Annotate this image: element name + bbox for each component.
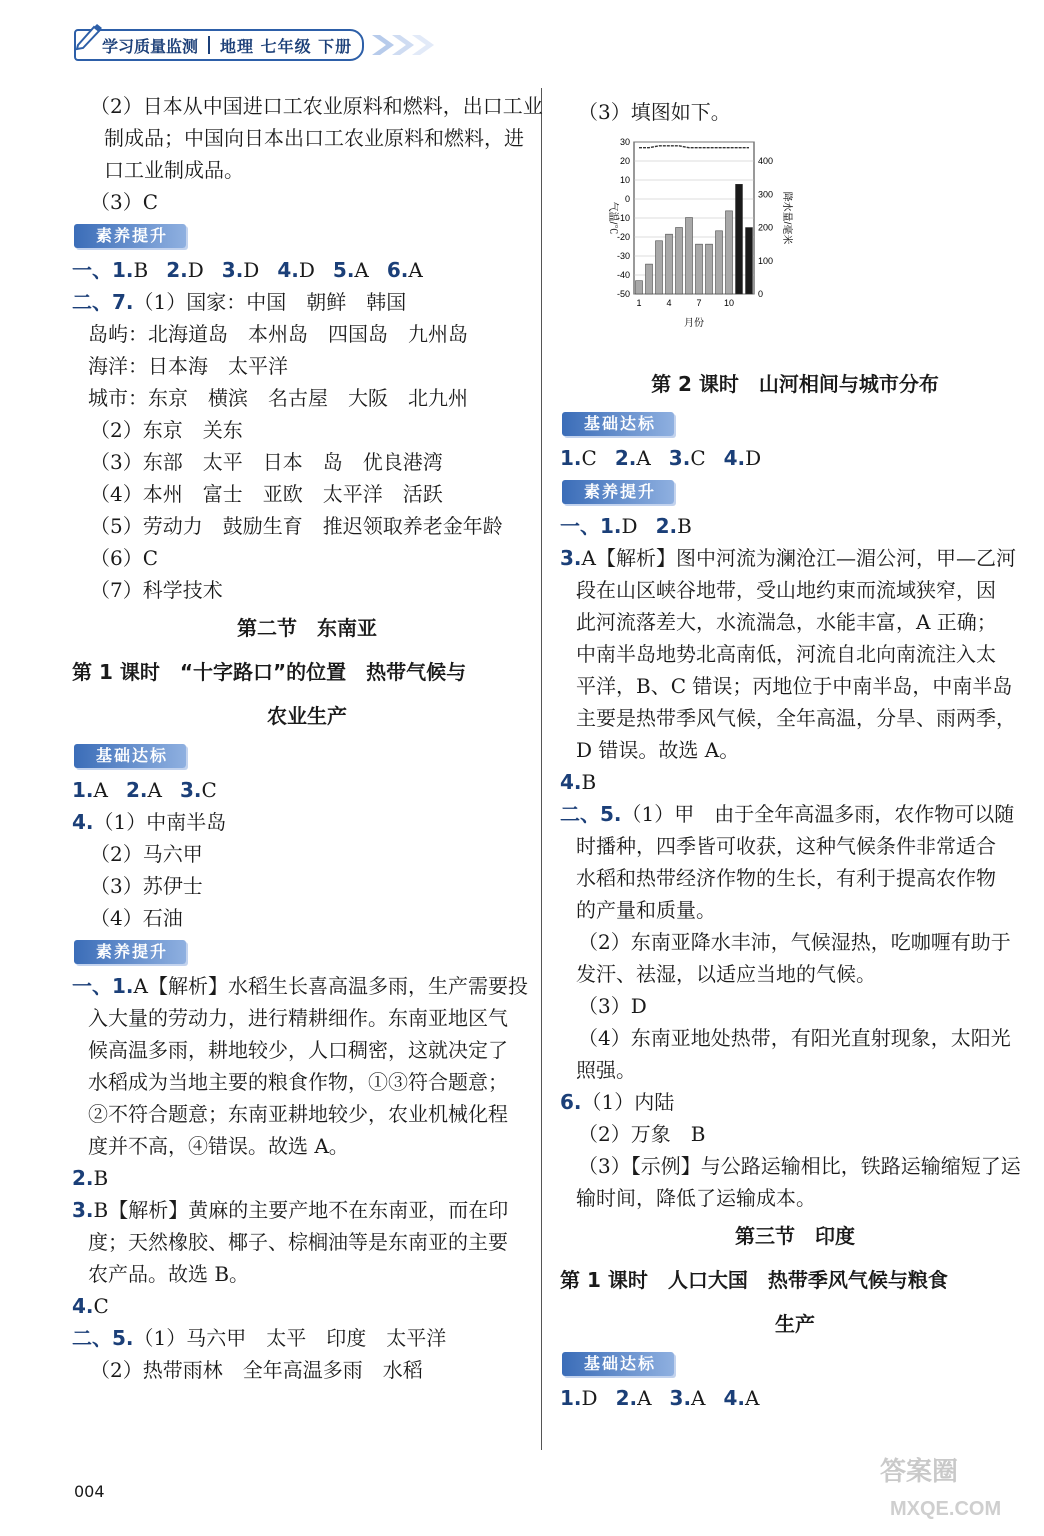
answer-row [72, 286, 542, 318]
header-meta: 地理 七年级 下册 [220, 36, 353, 56]
header-divider [208, 36, 210, 54]
y-axis-label: 气温/℃ [607, 201, 618, 235]
question-number: 5. [600, 802, 622, 826]
header-title: 学习质量监测 [102, 36, 199, 56]
section-badge: 基础达标 [74, 744, 186, 768]
answer-line: 农产品。故选 B。 [88, 1262, 250, 1286]
answer-line: 水稻成为当地主要的粮食作物，①③符合题意； [88, 1070, 508, 1094]
answer-row [72, 254, 542, 286]
answer-line: （2）东南亚降水丰沛，气候湿热，吃咖喱有助于 [578, 930, 1011, 954]
question-prefix: 一、 [72, 974, 112, 998]
y-tick-label: 30 [619, 137, 630, 147]
answer-choice: C [93, 1294, 109, 1318]
question-number: 3. [179, 778, 202, 802]
answer-text: B【解析】黄麻的主要产地不在东南亚，而在印 [93, 1198, 509, 1222]
answer-line: 岛屿：北海道岛 本州岛 四国岛 九州岛 [88, 322, 468, 346]
right-column [560, 96, 1030, 1414]
section-badge: 素养提升 [562, 480, 674, 504]
answer-choice: D [298, 258, 315, 282]
answer-line: （2）马六甲 [90, 842, 203, 866]
answer-choice: B [133, 258, 149, 282]
answer-choice: A [354, 258, 369, 282]
precip-bar [696, 244, 703, 294]
section-title: 第二节 东南亚 [237, 616, 377, 640]
y2-tick-label: 300 [758, 189, 774, 200]
question-number: 4. [72, 1294, 94, 1318]
y-tick-label: -10 [616, 213, 630, 223]
question-prefix: 二、 [72, 290, 112, 314]
question-number: 5. [112, 1326, 134, 1350]
y-tick-label: 10 [619, 175, 630, 185]
pen-icon [74, 21, 104, 51]
question-number: 4. [723, 446, 746, 470]
question-number: 3. [560, 546, 582, 570]
answer-text: （1）内陆 [581, 1090, 675, 1114]
header-label [74, 29, 364, 61]
question-number: 7. [112, 290, 134, 314]
question-number: 2. [614, 446, 637, 470]
answer-choice: B [581, 770, 597, 794]
chevron-arrows-icon [370, 33, 440, 57]
question-number: 3. [221, 258, 244, 282]
answer-choice: B [677, 514, 692, 538]
question-prefix: 一、 [72, 258, 112, 282]
answer-line: （7）科学技术 [90, 578, 223, 602]
answer-text: （1）中南半岛 [93, 810, 227, 834]
precip-bar [726, 211, 733, 294]
question-number: 1. [72, 778, 94, 802]
section-badge: 素养提升 [74, 940, 186, 964]
question-number: 1. [560, 1386, 582, 1410]
answer-row [72, 774, 542, 806]
question-number: 1. [600, 514, 622, 538]
answer-row [560, 798, 1030, 830]
answer-line: （3）【示例】与公路运输相比，铁路运输缩短了运 [578, 1154, 1021, 1178]
question-number: 1. [560, 446, 582, 470]
answer-line: （4）本州 富士 亚欧 太平洋 活跃 [90, 482, 443, 506]
answer-choice: D [243, 258, 260, 282]
question-number: 2. [655, 514, 678, 538]
answer-line: 城市：东京 横滨 名古屋 大阪 北九州 [88, 386, 468, 410]
answer-line: （3）东部 太平 日本 岛 优良港湾 [90, 450, 443, 474]
y-tick-label: -50 [616, 289, 630, 299]
lesson-title: 第 1 课时 人口大国 热带季风气候与粮食 [560, 1268, 948, 1292]
section-badge: 素养提升 [74, 224, 186, 248]
y2-axis-label: 降水量/毫米 [781, 191, 792, 245]
answer-line: 时播种，四季皆可收获，这种气候条件非常适合 [576, 834, 996, 858]
answer-text: A【解析】图中河流为澜沧江—湄公河，甲—乙河 [581, 546, 1016, 570]
answer-text: （1）马六甲 太平 印度 太平洋 [133, 1326, 447, 1350]
answer-line: （4）东南亚地处热带，有阳光直射现象，太阳光 [578, 1026, 1011, 1050]
question-number: 2. [615, 1386, 638, 1410]
y-tick-label: 20 [619, 156, 630, 166]
answer-line: （6）C [90, 546, 159, 570]
answer-line: 输时间，降低了运输成本。 [576, 1186, 816, 1210]
answer-text: （1）国家：中国 朝鲜 韩国 [133, 290, 407, 314]
lesson-title: 农业生产 [267, 704, 347, 728]
question-prefix: 二、 [560, 802, 600, 826]
answer-line: 度并不高，④错误。故选 A。 [88, 1134, 349, 1158]
answer-line: （2）万象 B [578, 1122, 706, 1146]
y2-tick-label: 400 [758, 156, 774, 166]
precip-bar [636, 281, 643, 294]
answer-line: （2）日本从中国进口工农业原料和燃料，出口工业 [90, 94, 543, 118]
precip-bar [676, 228, 683, 295]
question-number: 4. [277, 258, 299, 282]
answer-line: （2）东京 关东 [90, 418, 243, 442]
answer-choice: A [691, 1386, 706, 1410]
answer-line: 平洋，B、C 错误；丙地位于中南半岛，中南半岛 [576, 674, 1013, 698]
question-number: 4. [560, 770, 582, 794]
answer-row [72, 1194, 542, 1226]
answer-line: 发汗、祛湿，以适应当地的气候。 [576, 962, 876, 986]
answer-line: 制成品；中国向日本出口工农业原料和燃料，进 [104, 126, 524, 150]
answer-choice: D [745, 446, 762, 470]
x-axis-label: 月份 [684, 318, 704, 329]
answer-choice: B [93, 1166, 109, 1190]
question-number: 3. [72, 1198, 94, 1222]
y-tick-label: -40 [616, 270, 630, 280]
answer-row [72, 1290, 542, 1322]
answer-row [72, 806, 542, 838]
page-number: 004 [74, 1482, 105, 1501]
question-prefix: 二、 [72, 1326, 112, 1350]
question-number: 6. [560, 1090, 582, 1114]
watermark-text: 答案圈 [880, 1457, 959, 1487]
answer-choice: A [637, 1386, 652, 1410]
answer-line: （4）石油 [90, 906, 183, 930]
answer-line: 入大量的劳动力，进行精耕细作。东南亚地区气 [88, 1006, 508, 1030]
answer-line: （3）苏伊士 [90, 874, 203, 898]
question-number: 4. [72, 810, 94, 834]
answer-text: （1）甲 由于全年高温多雨，农作物可以随 [621, 802, 1015, 826]
answer-line: （5）劳动力 鼓励生育 推迟领取养老金年龄 [90, 514, 503, 538]
section-title: 第三节 印度 [735, 1224, 855, 1248]
answer-choice: D [621, 514, 638, 538]
lesson-title: 第 1 课时 “十字路口”的位置 热带气候与 [72, 660, 467, 684]
question-number: 3. [668, 446, 691, 470]
answer-row [72, 1322, 542, 1354]
answer-line: 候高温多雨，耕地较少，人口稠密，这就决定了 [88, 1038, 508, 1062]
answer-choice: A [745, 1386, 760, 1410]
answer-line: 度；天然橡胶、椰子、棕榈油等是东南亚的主要 [88, 1230, 508, 1254]
precip-bar [666, 234, 673, 294]
x-tick-label: 1 [636, 298, 642, 308]
section-badge: 基础达标 [562, 412, 674, 436]
temperature-line [639, 146, 749, 148]
answer-line: （2）热带雨林 全年高温多雨 水稻 [90, 1358, 423, 1382]
question-number: 1. [112, 258, 134, 282]
answer-choice: D [187, 258, 204, 282]
answer-choice: C [690, 446, 706, 470]
y-tick-label: -20 [616, 232, 630, 242]
answer-row [560, 1086, 1030, 1118]
answer-line: 水稻和热带经济作物的生长，有利于提高农作物 [576, 866, 996, 890]
y-tick-label: -30 [616, 251, 630, 261]
y2-tick-label: 0 [758, 289, 764, 299]
answer-line: （3）D [578, 994, 647, 1018]
question-number: 3. [669, 1386, 692, 1410]
answer-choice: C [201, 778, 217, 802]
watermark-url: MXQE.COM [890, 1498, 1002, 1520]
precip-bar [656, 241, 663, 294]
answer-line: 此河流落差大，水流湍急，水能丰富，A 正确； [576, 610, 997, 634]
watermark-logo [870, 1440, 1030, 1530]
x-tick-label: 4 [666, 298, 672, 308]
y2-tick-label: 200 [758, 222, 774, 233]
answer-line: 的产量和质量。 [576, 898, 716, 922]
answer-line: 海洋：日本海 太平洋 [88, 354, 288, 378]
left-column [72, 90, 542, 1386]
answer-row [560, 766, 1030, 798]
x-tick-label: 7 [696, 298, 702, 308]
answer-choice: A [636, 446, 651, 470]
lesson-title: 生产 [775, 1312, 815, 1336]
y2-tick-label: 100 [758, 255, 774, 266]
precip-bar [716, 231, 723, 294]
question-number: 1. [112, 974, 134, 998]
page-header [74, 28, 440, 62]
question-number: 6. [386, 258, 409, 282]
answer-row [560, 510, 1030, 542]
answer-row [72, 1162, 542, 1194]
answer-line: 照强。 [576, 1058, 636, 1082]
question-number: 2. [125, 778, 148, 802]
precip-bar [686, 218, 693, 294]
precip-bar [736, 184, 743, 294]
question-prefix: 一、 [560, 514, 600, 538]
question-number: 2. [166, 258, 188, 282]
precip-bar [706, 244, 713, 294]
answer-choice: A [408, 258, 423, 282]
answer-line: ②不符合题意；东南亚耕地较少，农业机械化程 [88, 1102, 508, 1126]
question-number: 5. [332, 258, 355, 282]
answer-line: 段在山区峡谷地带，受山地约束而流域狭窄，因 [576, 578, 996, 602]
answer-row [72, 970, 542, 1002]
question-number: 2. [72, 1166, 94, 1190]
answer-text: A【解析】水稻生长喜高温多雨，生产需要投 [133, 974, 528, 998]
answer-choice: C [581, 446, 597, 470]
answer-row [560, 542, 1030, 574]
section-badge: 基础达标 [562, 1352, 674, 1376]
y-tick-label: 0 [624, 194, 630, 204]
precip-bar [746, 228, 753, 295]
question-number: 4. [723, 1386, 746, 1410]
answer-choice: A [147, 778, 162, 802]
answer-line: D 错误。故选 A。 [576, 738, 740, 762]
answer-choice: D [581, 1386, 598, 1410]
answer-row [560, 1382, 1030, 1414]
climate-chart [600, 134, 820, 354]
x-tick-label: 10 [723, 298, 735, 308]
lesson-title: 第 2 课时 山河相间与城市分布 [651, 372, 939, 396]
answer-line: 口工业制成品。 [104, 158, 244, 182]
figure-caption: （3）填图如下。 [578, 100, 731, 124]
precip-bar [646, 264, 653, 294]
answer-choice: A [93, 778, 108, 802]
answer-line: 主要是热带季风气候，全年高温，分旱、雨两季， [576, 706, 1016, 730]
answer-line: 中南半岛地势北高南低，河流自北向南流注入太 [576, 642, 996, 666]
answer-row [560, 442, 1030, 474]
answer-line: （3）C [90, 190, 159, 214]
